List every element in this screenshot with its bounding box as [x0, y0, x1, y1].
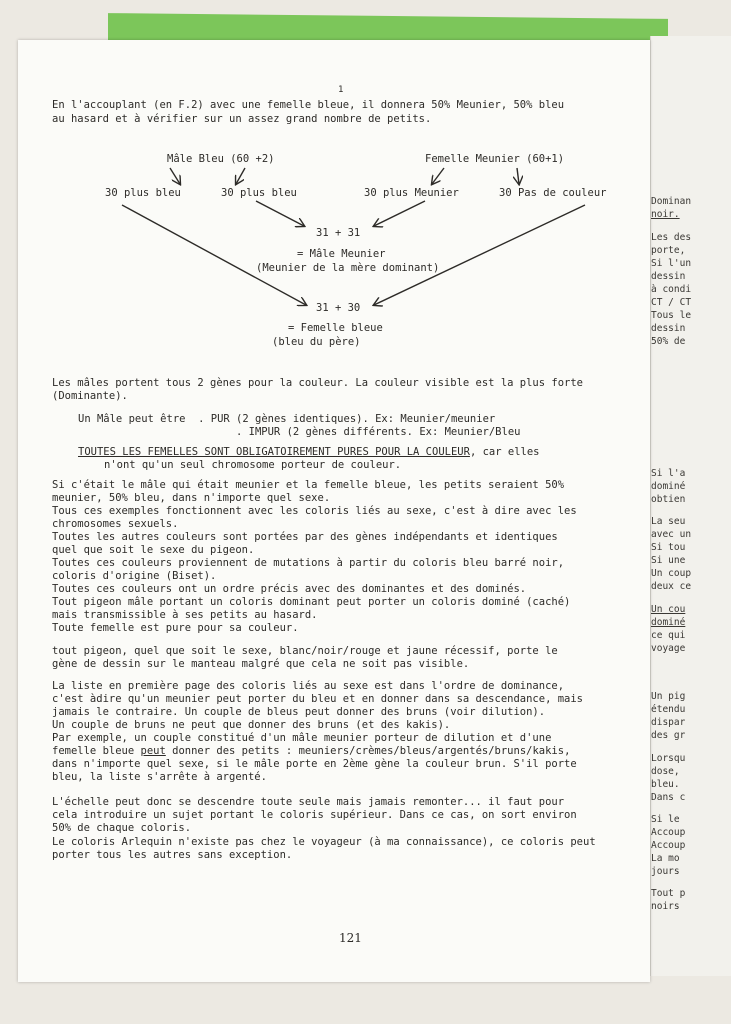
fragment: obtien	[651, 494, 686, 505]
body-line: (Dominante).	[52, 390, 128, 402]
body-line: meunier, 50% bleu, dans n'importe quel sexe.	[52, 492, 331, 504]
result-male-note: (Meunier de la mère dominant)	[256, 262, 440, 274]
body-line: Un Mâle peut être . PUR (2 gènes identiques). Ex: Meunier/meunier	[78, 413, 496, 425]
body-line: chromosomes sexuels.	[52, 518, 179, 530]
text-span: femelle bleue	[52, 745, 141, 757]
body-line: Le coloris Arlequin n'existe pas chez le voyageur (à ma connaissance), ce coloris peut	[52, 836, 596, 848]
fragment: bleu.	[651, 779, 680, 790]
fragment: La seu	[651, 516, 686, 527]
body-line: La liste en première page des coloris liés au sexe est dans l'ordre de dominance,	[52, 680, 565, 692]
fragment: porte,	[651, 245, 686, 256]
intro-line: En l'accouplant (en F.2) avec une femelle bleue, il donnera 50% Meunier, 50% bleu	[52, 99, 565, 111]
result-female-label: = Femelle bleue	[288, 322, 383, 334]
body-line: Tout pigeon mâle portant un coloris dominant peut porter un coloris dominé (caché)	[52, 596, 571, 608]
fragment: Tout p	[651, 888, 686, 899]
gene-label: 30 Pas de couleur	[499, 187, 607, 199]
body-line: coloris d'origine (Biset).	[52, 570, 217, 582]
body-line: 50% de chaque coloris.	[52, 822, 192, 834]
body-line: L'échelle peut donc se descendre toute seule mais jamais remonter... il faut pour	[52, 796, 565, 808]
body-line: dans n'importe quel sexe, si le mâle porte en 2ème gène la couleur brun. S'il porte	[52, 758, 577, 770]
body-line: mais transmissible à ses petits au hasard.	[52, 609, 318, 621]
fragment: dispar	[651, 717, 686, 728]
fragment: à condi	[651, 284, 692, 295]
text-span: , car elles	[469, 446, 540, 458]
fragment: Dominan	[651, 196, 692, 207]
fragment: dessin	[651, 323, 686, 334]
fragment: Un coup	[651, 568, 692, 579]
gene-label: 30 plus bleu	[221, 187, 297, 199]
body-line: bleu, la liste s'arrête à argenté.	[52, 771, 267, 783]
facing-page-edge	[650, 36, 731, 976]
body-line: quel que soit le sexe du pigeon.	[52, 544, 255, 556]
body-line: jamais le contraire. Un couple de bleus peut donner des bruns (voir dilution).	[52, 706, 546, 718]
fragment: Si une	[651, 555, 686, 566]
fragment: Accoup	[651, 827, 686, 838]
fragment: Accoup	[651, 840, 686, 851]
fragment: dessin	[651, 271, 686, 282]
fragment: dose,	[651, 766, 680, 777]
body-line: Tous ces exemples fonctionnent avec les coloris liés au sexe, c'est à dire avec les	[52, 505, 577, 517]
body-line	[78, 446, 539, 460]
body-line: Toute femelle est pure pour sa couleur.	[52, 622, 299, 634]
fragment: des gr	[651, 730, 686, 741]
body-line: Toutes ces couleurs ont un ordre précis avec des dominantes et des dominés.	[52, 583, 527, 595]
body-line: gène de dessin sur le manteau malgré que cela ne soit pas visible.	[52, 658, 470, 670]
fragment: Un cou	[651, 604, 686, 615]
fragment: Dans c	[651, 792, 686, 803]
result-male-label: = Mâle Meunier	[297, 248, 386, 260]
body-line: cela introduire un sujet portant le coloris supérieur. Dans ce cas, on sort environ	[52, 809, 577, 821]
fragment: Si l'un	[651, 258, 692, 269]
body-line: Les mâles portent tous 2 gènes pour la couleur. La couleur visible est la plus forte	[52, 377, 584, 389]
male-parent-label: Mâle Bleu (60 +2)	[167, 153, 275, 165]
result-female-note: (bleu du père)	[272, 336, 361, 348]
body-line: porter tous les autres sans exception.	[52, 849, 293, 861]
fragment: Tous le	[651, 310, 692, 321]
fragment: Un pig	[651, 691, 686, 702]
fragment: Les des	[651, 232, 692, 243]
fragment: noir.	[651, 209, 680, 220]
fragment: CT / CT	[651, 297, 692, 308]
female-parent-label: Femelle Meunier (60+1)	[425, 153, 565, 165]
fragment: voyage	[651, 643, 686, 654]
fragment: dominé	[651, 481, 686, 492]
fragment: 50% de	[651, 336, 686, 347]
body-line	[52, 745, 570, 759]
text-span: donner des petits : meuniers/crèmes/bleus/argentés/bruns/kakis,	[165, 745, 571, 757]
fragment: avec un	[651, 529, 692, 540]
fragment: Lorsqu	[651, 753, 686, 764]
body-line: Toutes ces couleurs proviennent de mutations à partir du coloris bleu barré noir,	[52, 557, 565, 569]
fragment: Si le	[651, 814, 680, 825]
fragment: Si tou	[651, 542, 686, 553]
emphasis-text: TOUTES LES FEMELLES SONT OBLIGATOIREMENT PURES POUR LA COULEUR	[78, 446, 470, 458]
gene-label: 30 plus bleu	[105, 187, 181, 199]
fragment: étendu	[651, 704, 686, 715]
fragment: La mo	[651, 853, 680, 864]
page-marker: 1	[338, 85, 344, 95]
body-line: Si c'était le mâle qui était meunier et la femelle bleue, les petits seraient 50%	[52, 479, 565, 491]
gene-label: 30 plus Meunier	[364, 187, 459, 199]
fragment: ce qui	[651, 630, 686, 641]
body-line: c'est àdire qu'un meunier peut porter du bleu et en donner dans sa descendance, mais	[52, 693, 584, 705]
body-line: tout pigeon, quel que soit le sexe, blanc/noir/rouge et jaune récessif, porte le	[52, 645, 558, 657]
fragment: jours	[651, 866, 680, 877]
fragment: noirs	[651, 901, 680, 912]
body-line: . IMPUR (2 gènes différents. Ex: Meunier/Bleu	[236, 426, 521, 438]
fragment: Si l'a	[651, 468, 686, 479]
fragment: dominé	[651, 617, 686, 628]
intro-line: au hasard et à vérifier sur un assez grand nombre de petits.	[52, 113, 432, 125]
body-line: Toutes les autres couleurs sont portées par des gènes indépendants et identiques	[52, 531, 558, 543]
body-line: Un couple de bruns ne peut que donner des bruns (et des kakis).	[52, 719, 451, 731]
result-male-formula: 31 + 31	[316, 227, 361, 239]
emphasis-text: peut	[140, 745, 166, 757]
body-line: Par exemple, un couple constitué d'un mâle meunier porteur de dilution et d'une	[52, 732, 552, 744]
result-female-formula: 31 + 30	[316, 302, 361, 314]
fragment: deux ce	[651, 581, 692, 592]
body-line: n'ont qu'un seul chromosome porteur de couleur.	[104, 459, 402, 471]
page-number: 121	[339, 931, 362, 945]
